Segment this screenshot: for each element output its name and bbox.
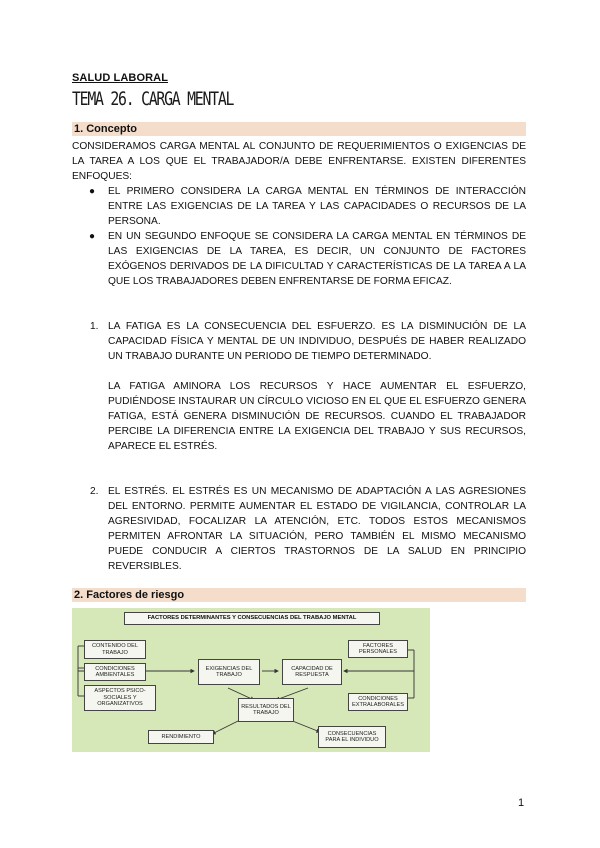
- bullet-dot-icon: ●: [89, 186, 96, 197]
- subject-heading: SALUD LABORAL: [72, 72, 169, 84]
- box-aspectos-psicosociales: ASPECTOS PSICO-SOCIALES Y ORGANIZATIVOS: [84, 685, 156, 711]
- section-heading-concepto: 1. Concepto: [72, 122, 526, 136]
- bullet-dot-icon: ●: [89, 231, 96, 242]
- item-body: [108, 319, 526, 454]
- numbered-item-estres: [72, 484, 526, 574]
- box-resultados-trabajo: RESULTADOS DEL TRABAJO: [238, 698, 294, 722]
- bullet-text: EN UN SEGUNDO ENFOQUE SE CONSIDERA LA CARGA MENTAL EN TÉRMINOS DE LAS EXIGENCIAS DE LA TAREA, ES DECIR, UN CONJUNTO DE FACTORES EXÓGENOS DERIVADOS DE LA DIFICULTAD Y CARACTERÍSTICAS DE LA TAREA A LA QUE LOS TRABAJADORES DEBEN ENFRENTARSE DE FORMA EFICAZ.: [108, 231, 526, 287]
- box-consecuencias-individuo: CONSECUENCIAS PARA EL INDIVIDUO: [318, 726, 386, 748]
- box-condiciones-ambientales: CONDICIONES AMBIENTALES: [84, 663, 146, 681]
- box-rendimiento: RENDIMIENTO: [148, 730, 214, 744]
- approach-bullet-list: [72, 184, 526, 289]
- risk-factors-diagram: [72, 608, 430, 752]
- box-capacidad-respuesta: CAPACIDAD DE RESPUESTA: [282, 659, 342, 685]
- diagram-title: FACTORES DETERMINANTES Y CONSECUENCIAS DEL TRABAJO MENTAL: [124, 612, 380, 625]
- box-exigencias-trabajo: EXIGENCIAS DEL TRABAJO: [198, 659, 260, 685]
- box-contenido-trabajo: CONTENIDO DEL TRABAJO: [84, 640, 146, 659]
- section-heading-factores: 2. Factores de riesgo: [72, 588, 526, 602]
- item-number: 1.: [90, 321, 99, 332]
- item-body: [108, 484, 526, 574]
- item-paragraph: LA FATIGA AMINORA LOS RECURSOS Y HACE AUMENTAR EL ESFUERZO, PUDIÉNDOSE INSTAURAR UN CÍRCULO VICIOSO EN EL QUE EL ESFUERZO GENERA FATIGA, ESTÁ GENERA DISMINUCIÓN DE RECURSOS. CUANDO EL TRABAJADOR PERCIBE LA DIFERENCIA ENTRE LA EXIGENCIA DEL TRABAJO Y SUS RECURSOS, APARECE EL ESTRÉS.: [108, 381, 526, 452]
- numbered-item-fatiga: [72, 319, 526, 454]
- intro-paragraph: CONSIDERAMOS CARGA MENTAL AL CONJUNTO DE REQUERIMIENTOS O EXIGENCIAS DE LA TAREA A LOS QUE EL TRABAJADOR/A DEBE ENFRENTARSE. EXISTEN DIFERENTES ENFOQUES:: [72, 141, 526, 182]
- box-condiciones-extralaborales: CONDICIONES EXTRALABORALES: [348, 693, 408, 711]
- box-factores-personales: FACTORES PERSONALES: [348, 640, 408, 658]
- item-number: 2.: [90, 486, 99, 497]
- bullet-item: [72, 229, 526, 289]
- bullet-text: EL PRIMERO CONSIDERA LA CARGA MENTAL EN TÉRMINOS DE INTERACCIÓN ENTRE LAS EXIGENCIAS DE LA TAREA Y LAS CAPACIDADES O RECURSOS DE LA PERSONA.: [108, 186, 526, 227]
- item-paragraph: EL ESTRÉS. EL ESTRÉS ES UN MECANISMO DE ADAPTACIÓN A LAS AGRESIONES DEL ENTORNO. PERMITE AUMENTAR EL ESTADO DE VIGILANCIA, CONTROLAR LA AGRESIVIDAD, FOCALIZAR LA ATENCIÓN, ETC. TODOS ESTOS MECANISMOS PERMITEN AFRONTAR LA SITUACIÓN, PERO TAMBIÉN EL MISMO MECANISMO PUEDE CONDUCIR A CIERTOS TRASTORNOS DE LA SALUD EN PRINCIPIO REVERSIBLES.: [108, 486, 526, 572]
- item-paragraph: LA FATIGA ES LA CONSECUENCIA DEL ESFUERZO. ES LA DISMINUCIÓN DE LA CAPACIDAD FÍSICA Y MENTAL DE UN INDIVIDUO, DESPUÉS DE HABER REALIZADO UN TRABAJO DURANTE UN PERIODO DE TIEMPO DETERMINADO.: [108, 321, 526, 362]
- bullet-item: [72, 184, 526, 229]
- page-number: 1: [518, 797, 525, 809]
- document-title: TEMA 26. CARGA MENTAL: [72, 88, 234, 110]
